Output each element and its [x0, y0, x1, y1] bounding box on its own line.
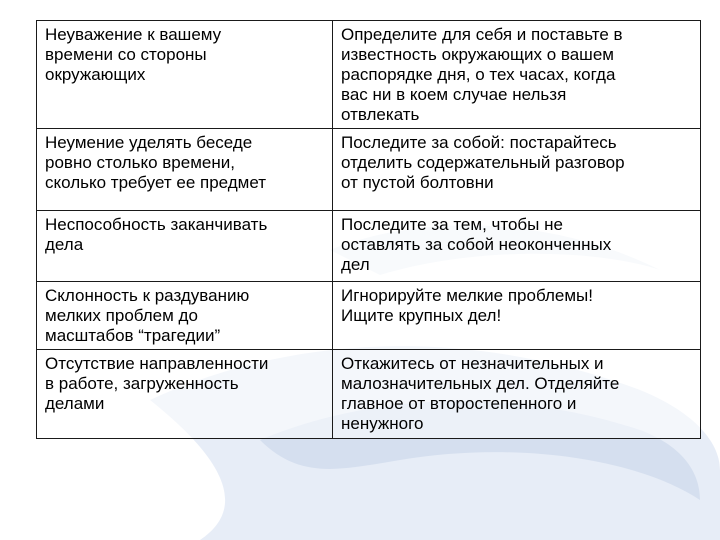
table-row — [37, 129, 701, 211]
solution-cell: Определите для себя и поставьте в известность окружающих о вашем распорядке дня, о тех часах, когда вас ни в коем случае нельзя отвлекать — [333, 21, 701, 129]
solution-cell: Откажитесь от незначительных и малозначительных дел. Отделяйте главное от второстепенного и ненужного — [333, 350, 701, 439]
solution-cell: Последите за собой: постарайтесь отделить содержательный разговор от пустой болтовни — [333, 129, 701, 211]
problem-cell: Неумение уделять беседе ровно столько времени, сколько требует ее предмет — [37, 129, 333, 211]
table-row — [37, 282, 701, 350]
table-row — [37, 211, 701, 282]
problem-cell: Неспособность заканчивать дела — [37, 211, 333, 282]
solution-cell: Последите за тем, чтобы не оставлять за собой неоконченных дел — [333, 211, 701, 282]
solution-cell: Игнорируйте мелкие проблемы! Ищите крупных дел! — [333, 282, 701, 350]
problem-cell: Склонность к раздуванию мелких проблем до масштабов “трагедии” — [37, 282, 333, 350]
table-row — [37, 21, 701, 129]
problem-cell: Отсутствие направленности в работе, загруженность делами — [37, 350, 333, 439]
table-row — [37, 350, 701, 439]
time-management-table — [36, 20, 701, 439]
problem-cell: Неуважение к вашему времени со стороны окружающих — [37, 21, 333, 129]
